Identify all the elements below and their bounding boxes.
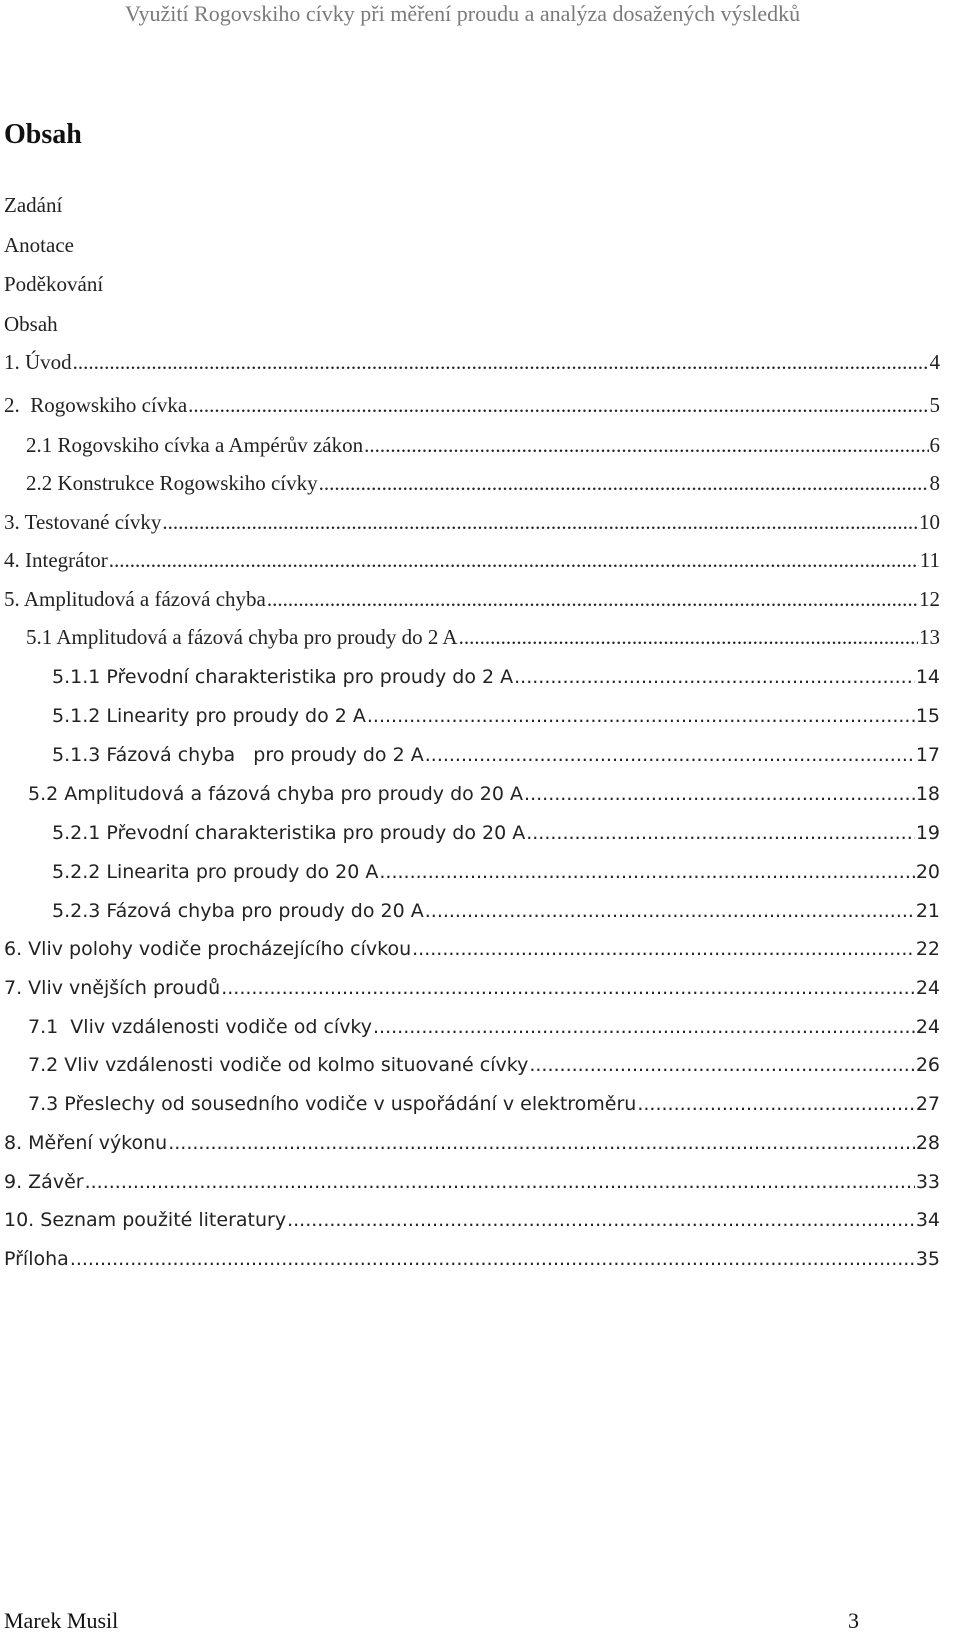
toc-leader-dots bbox=[526, 819, 915, 847]
toc-entry[interactable] bbox=[26, 469, 940, 497]
toc-entry-page: 33 bbox=[915, 1171, 940, 1193]
toc-entry-label: 2.2 Konstrukce Rogowskiho cívky bbox=[26, 471, 318, 495]
toc-entry-page: 19 bbox=[915, 822, 940, 844]
toc-entry[interactable] bbox=[52, 702, 940, 730]
toc-entry[interactable] bbox=[52, 663, 940, 691]
toc-entry[interactable] bbox=[4, 546, 940, 574]
toc-entry-page: 34 bbox=[915, 1209, 940, 1231]
running-header: Využití Rogovskiho cívky při měření proudu a analýza dosažených výsledků bbox=[125, 1, 801, 26]
toc-entry-page: 17 bbox=[915, 744, 940, 766]
toc-entry[interactable] bbox=[4, 1129, 940, 1157]
toc-entry-page: 4 bbox=[929, 350, 940, 374]
toc-entry-label: 5.2.1 Převodní charakteristika pro proudy do 20 A bbox=[52, 822, 526, 844]
toc-entry[interactable] bbox=[4, 508, 940, 536]
toc-entry-page: 14 bbox=[915, 666, 940, 688]
toc-entry-label: 5.1.2 Linearity pro proudy do 2 A bbox=[52, 705, 366, 727]
toc-leader-dots bbox=[459, 623, 918, 651]
toc-entry-label: 5.1.1 Převodní charakteristika pro proudy do 2 A bbox=[52, 666, 514, 688]
toc-entry-page: 27 bbox=[915, 1093, 940, 1115]
toc-entry[interactable] bbox=[28, 1051, 940, 1079]
toc-leader-dots bbox=[524, 780, 915, 808]
toc-entry[interactable] bbox=[4, 585, 940, 613]
toc-entry-page: 28 bbox=[915, 1132, 940, 1154]
toc-entry-page: 8 bbox=[929, 471, 940, 495]
toc-leader-dots bbox=[373, 1013, 915, 1041]
toc-leader-dots bbox=[85, 1168, 915, 1196]
toc-leader-dots bbox=[162, 508, 918, 536]
toc-title: Obsah bbox=[4, 119, 82, 150]
toc-entry[interactable] bbox=[52, 741, 940, 769]
toc-entry-label: 6. Vliv polohy vodiče procházejícího cívkou bbox=[4, 938, 412, 960]
toc-entry-page: 6 bbox=[929, 433, 940, 457]
toc-entry[interactable] bbox=[26, 431, 940, 459]
toc-leader-dots bbox=[109, 546, 919, 574]
toc-entry-label: 2. Rogowskiho cívka bbox=[4, 393, 188, 417]
toc-entry-label: Příloha bbox=[4, 1248, 69, 1270]
toc-entry-page: 24 bbox=[915, 1016, 940, 1038]
toc-leader-dots bbox=[287, 1206, 915, 1234]
toc-entry-page: 13 bbox=[919, 625, 940, 649]
toc-entry[interactable] bbox=[4, 974, 940, 1002]
toc-entry-page: 5 bbox=[929, 393, 940, 417]
toc-leader-dots bbox=[221, 974, 915, 1002]
toc-entry[interactable] bbox=[52, 819, 940, 847]
toc-entry[interactable] bbox=[4, 935, 940, 963]
toc-entry[interactable] bbox=[28, 780, 940, 808]
toc-entry-label: 7. Vliv vnějších proudů bbox=[4, 977, 221, 999]
toc-entry-label: 5.2.2 Linearita pro proudy do 20 A bbox=[52, 861, 379, 883]
toc-entry-page: 18 bbox=[915, 783, 940, 805]
toc-entry-page: 12 bbox=[919, 587, 940, 611]
toc-entry-label: 4. Integrátor bbox=[4, 548, 108, 572]
toc-leader-dots bbox=[412, 935, 915, 963]
toc-entry-label: 9. Závěr bbox=[4, 1171, 84, 1193]
toc-entry-label: 7.3 Přeslechy od sousedního vodiče v uspořádání v elektroměru bbox=[28, 1093, 637, 1115]
toc-entry-page: 24 bbox=[915, 977, 940, 999]
toc-entry[interactable] bbox=[28, 1013, 940, 1041]
toc-entry-label: 5. Amplitudová a fázová chyba bbox=[4, 587, 266, 611]
toc-entry-page: 10 bbox=[919, 510, 940, 534]
footer-page-number: 3 bbox=[848, 1608, 859, 1633]
front-item-podekovani[interactable]: Poděkování bbox=[4, 272, 104, 296]
toc-leader-dots bbox=[379, 858, 914, 886]
toc-leader-dots bbox=[514, 663, 915, 691]
toc-leader-dots bbox=[529, 1051, 914, 1079]
toc-leader-dots bbox=[364, 431, 928, 459]
toc-leader-dots bbox=[367, 702, 915, 730]
toc-entry-page: 35 bbox=[915, 1248, 940, 1270]
toc-entry[interactable] bbox=[4, 391, 940, 419]
toc-entry-page: 22 bbox=[915, 938, 940, 960]
toc-leader-dots bbox=[168, 1129, 915, 1157]
toc-entry-label: 3. Testované cívky bbox=[4, 510, 162, 534]
toc-entry-page: 26 bbox=[915, 1054, 940, 1076]
toc-entry[interactable] bbox=[52, 858, 940, 886]
toc-leader-dots bbox=[267, 585, 918, 613]
front-item-zadani[interactable]: Zadání bbox=[4, 193, 63, 217]
toc-entry-label: 8. Měření výkonu bbox=[4, 1132, 168, 1154]
toc-entry-label: 1. Úvod bbox=[4, 350, 72, 374]
toc-entry-page: 21 bbox=[915, 900, 940, 922]
toc-leader-dots bbox=[425, 741, 915, 769]
toc-leader-dots bbox=[637, 1090, 914, 1118]
toc-entry-page: 20 bbox=[915, 861, 940, 883]
front-item-anotace[interactable]: Anotace bbox=[4, 233, 74, 257]
toc-entry[interactable] bbox=[4, 348, 940, 376]
toc-entry[interactable] bbox=[28, 1090, 940, 1118]
toc-entry[interactable] bbox=[52, 897, 940, 925]
toc-entry-label: 5.1 Amplitudová a fázová chyba pro proudy do 2 A bbox=[26, 625, 458, 649]
toc-entry[interactable] bbox=[4, 1245, 940, 1273]
toc-entry[interactable] bbox=[4, 1168, 940, 1196]
toc-entry-label: 2.1 Rogovskiho cívka a Ampérův zákon bbox=[26, 433, 364, 457]
toc-leader-dots bbox=[188, 391, 928, 419]
toc-entry-page: 11 bbox=[919, 548, 940, 572]
toc-entry-label: 5.2.3 Fázová chyba pro proudy do 20 A bbox=[52, 900, 424, 922]
toc-leader-dots bbox=[73, 348, 929, 376]
toc-entry-label: 7.1 Vliv vzdálenosti vodiče od cívky bbox=[28, 1016, 373, 1038]
toc-leader-dots bbox=[319, 469, 929, 497]
footer-author: Marek Musil bbox=[4, 1608, 119, 1633]
toc-entry[interactable] bbox=[4, 1206, 940, 1234]
toc-entry-label: 10. Seznam použité literatury bbox=[4, 1209, 287, 1231]
toc-entry[interactable] bbox=[26, 623, 940, 651]
toc-entry-label: 7.2 Vliv vzdálenosti vodiče od kolmo situované cívky bbox=[28, 1054, 529, 1076]
toc-entry-page: 15 bbox=[915, 705, 940, 727]
toc-entry-label: 5.1.3 Fázová chyba pro proudy do 2 A bbox=[52, 744, 424, 766]
toc-entry-label: 5.2 Amplitudová a fázová chyba pro proudy do 20 A bbox=[28, 783, 524, 805]
toc-leader-dots bbox=[425, 897, 915, 925]
toc-leader-dots bbox=[70, 1245, 915, 1273]
front-item-obsah[interactable]: Obsah bbox=[4, 312, 58, 336]
